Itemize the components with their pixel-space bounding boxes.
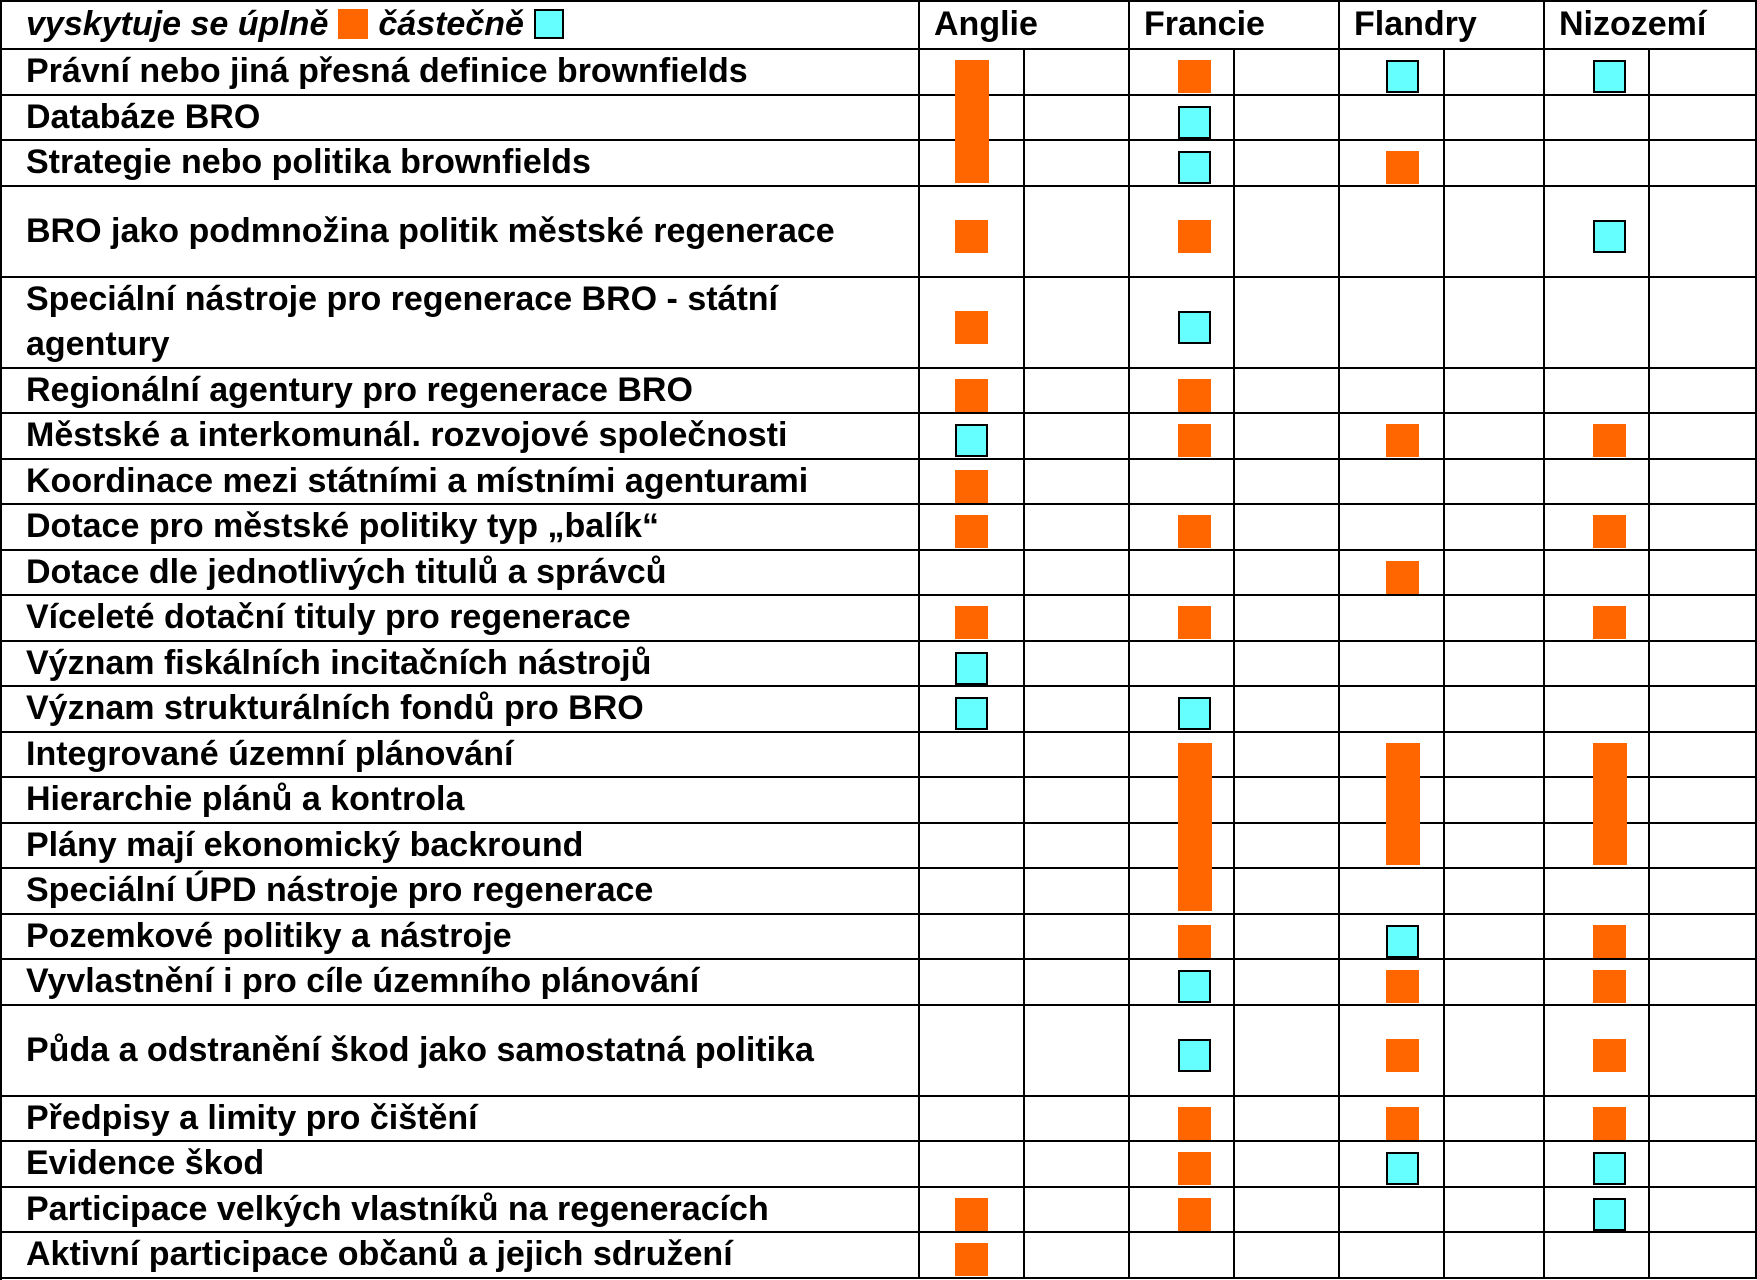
table-cell	[1235, 1188, 1340, 1234]
table-cell	[1025, 915, 1130, 961]
table-cell	[1130, 642, 1235, 688]
row-label-text: Aktivní participace občanů a jejich sdružení	[26, 1235, 733, 1274]
row-label-text: Speciální ÚPD nástroje pro regenerace	[26, 871, 654, 910]
row-label	[0, 460, 920, 506]
row-label-text: Městské a interkomunál. rozvojové společnosti	[26, 416, 788, 455]
table-cell	[1235, 1142, 1340, 1188]
table-cell	[1235, 687, 1340, 733]
partial-mark-icon	[1386, 1152, 1419, 1185]
table-cell	[1545, 869, 1650, 915]
partial-mark-icon	[955, 424, 988, 457]
table-cell	[1650, 642, 1757, 688]
table-cell	[1025, 414, 1130, 460]
full-mark-icon	[1178, 1152, 1211, 1185]
table-cell	[1445, 414, 1545, 460]
table-cell	[1650, 1233, 1757, 1279]
full-mark-icon	[1178, 220, 1211, 253]
row-label-text: Pozemkové politiky a nástroje	[26, 916, 512, 955]
table-cell	[1025, 642, 1130, 688]
row-label-text: BRO jako podmnožina politik městské regenerace	[26, 211, 835, 250]
row-label-text: Význam strukturálních fondů pro BRO	[26, 689, 644, 728]
row-label	[0, 869, 920, 915]
table-cell	[1445, 505, 1545, 551]
full-mark-icon	[1178, 743, 1212, 911]
table-cell	[1545, 460, 1650, 506]
table-cell	[1650, 187, 1757, 278]
table-cell	[1650, 733, 1757, 779]
full-mark-icon	[1178, 606, 1211, 639]
table-cell	[1545, 1233, 1650, 1279]
table-cell	[1025, 278, 1130, 369]
table-cell	[1445, 687, 1545, 733]
legend-cell	[0, 0, 920, 50]
full-mark-icon	[1386, 970, 1419, 1003]
table-cell	[1445, 1142, 1545, 1188]
full-mark-icon	[1178, 1198, 1211, 1231]
row-label	[0, 778, 920, 824]
table-cell	[1445, 96, 1545, 142]
table-cell	[1235, 733, 1340, 779]
row-label-text: Půda a odstranění škod jako samostatná politika	[26, 1030, 814, 1069]
partial-mark-icon	[1593, 220, 1626, 253]
table-cell	[1340, 505, 1445, 551]
table-cell	[1025, 1188, 1130, 1234]
table-cell	[1445, 642, 1545, 688]
partial-mark-icon	[1178, 970, 1211, 1003]
partial-mark-icon	[1386, 925, 1419, 958]
row-label-text: Evidence škod	[26, 1144, 265, 1183]
table-cell	[1445, 1097, 1545, 1143]
full-mark-icon	[1593, 925, 1626, 958]
full-mark-icon	[1386, 743, 1420, 866]
partial-mark-icon	[1178, 311, 1211, 344]
table-cell	[1445, 733, 1545, 779]
table-cell	[920, 778, 1025, 824]
full-mark-icon	[1386, 424, 1419, 457]
table-cell	[1235, 960, 1340, 1006]
table-cell	[1025, 960, 1130, 1006]
table-cell	[1025, 869, 1130, 915]
table-cell	[1545, 278, 1650, 369]
table-top-border	[0, 0, 1757, 2]
row-label-text: Význam fiskálních incitačních nástrojů	[26, 643, 652, 682]
table-cell	[1650, 596, 1757, 642]
row-label-text: Speciální nástroje pro regenerace BRO - státní agentury	[26, 280, 779, 363]
table-cell	[1445, 915, 1545, 961]
table-cell	[1545, 687, 1650, 733]
table-cell	[1025, 1142, 1130, 1188]
row-label-text: Dotace pro městské politiky typ „balík“	[26, 507, 659, 546]
table-cell	[1235, 460, 1340, 506]
row-label	[0, 596, 920, 642]
table-cell	[1235, 187, 1340, 278]
partial-mark-icon	[1178, 1039, 1211, 1072]
table-cell	[1545, 551, 1650, 597]
row-label-text: Dotace dle jednotlivých titulů a správců	[26, 552, 667, 591]
table-cell	[1445, 551, 1545, 597]
table-cell	[1650, 1097, 1757, 1143]
table-cell	[1340, 1233, 1445, 1279]
table-cell	[1025, 1006, 1130, 1097]
table-cell	[920, 1142, 1025, 1188]
legend-label: částečně	[378, 4, 524, 43]
full-mark-icon	[955, 379, 988, 412]
table-cell	[1340, 187, 1445, 278]
full-mark-icon	[1593, 606, 1626, 639]
partial-swatch-icon	[534, 9, 564, 39]
full-mark-icon	[1386, 561, 1419, 594]
full-mark-icon	[1178, 424, 1211, 457]
full-mark-icon	[1593, 1107, 1626, 1140]
full-mark-icon	[955, 220, 988, 253]
partial-mark-icon	[1593, 1152, 1626, 1185]
partial-mark-icon	[1386, 60, 1419, 93]
table-cell	[1340, 1188, 1445, 1234]
legend-text: vyskytuje se úplně	[26, 4, 329, 43]
table-cell	[1235, 824, 1340, 870]
row-label-text: Participace velkých vlastníků na regeneracích	[26, 1189, 769, 1228]
table-cell	[1650, 824, 1757, 870]
table-cell	[1445, 278, 1545, 369]
table-cell	[1340, 687, 1445, 733]
table-cell	[1650, 960, 1757, 1006]
row-label	[0, 915, 920, 961]
table-cell	[1235, 915, 1340, 961]
partial-mark-icon	[1593, 60, 1626, 93]
table-cell	[1650, 460, 1757, 506]
row-label	[0, 505, 920, 551]
table-cell	[1025, 50, 1130, 96]
table-cell	[1445, 824, 1545, 870]
table-cell	[1545, 369, 1650, 415]
table-cell	[920, 869, 1025, 915]
row-label	[0, 1233, 920, 1279]
row-label	[0, 96, 920, 142]
table-cell	[1235, 96, 1340, 142]
row-label-text: Integrované územní plánování	[26, 734, 514, 773]
row-label	[0, 1006, 920, 1097]
table-cell	[1650, 915, 1757, 961]
row-label-text: Víceleté dotační tituly pro regenerace	[26, 598, 631, 637]
table-cell	[1650, 1006, 1757, 1097]
table-cell	[1025, 187, 1130, 278]
table-cell	[1545, 642, 1650, 688]
row-label-text: Koordinace mezi státními a místními agenturami	[26, 461, 809, 500]
row-label	[0, 824, 920, 870]
full-mark-icon	[955, 1243, 988, 1276]
table-cell	[1650, 414, 1757, 460]
table-cell	[1130, 551, 1235, 597]
table-cell	[1545, 96, 1650, 142]
table-cell	[1445, 869, 1545, 915]
table-cell	[1235, 1006, 1340, 1097]
table-cell	[1025, 551, 1130, 597]
table-cell	[1025, 778, 1130, 824]
table-cell	[1445, 960, 1545, 1006]
table-cell	[1235, 869, 1340, 915]
table-cell	[1340, 369, 1445, 415]
row-label-text: Regionální agentury pro regenerace BRO	[26, 370, 693, 409]
row-label	[0, 278, 920, 369]
table-cell	[1340, 642, 1445, 688]
table-cell	[1025, 141, 1130, 187]
row-label	[0, 960, 920, 1006]
row-label	[0, 1097, 920, 1143]
table-cell	[1445, 778, 1545, 824]
table-cell	[920, 1006, 1025, 1097]
row-label	[0, 551, 920, 597]
table-cell	[1650, 505, 1757, 551]
full-mark-icon	[955, 470, 988, 503]
partial-mark-icon	[955, 652, 988, 685]
row-label	[0, 369, 920, 415]
table-cell	[1235, 1233, 1340, 1279]
table-cell	[1650, 869, 1757, 915]
column-header-anglie: Anglie	[920, 0, 1130, 50]
full-mark-icon	[1386, 151, 1419, 184]
row-label	[0, 642, 920, 688]
row-label-text: Plány mají ekonomický backround	[26, 825, 584, 864]
table-cell	[1025, 460, 1130, 506]
partial-mark-icon	[1178, 151, 1211, 184]
table-cell	[1445, 460, 1545, 506]
table-cell	[1025, 96, 1130, 142]
full-mark-icon	[1593, 1039, 1626, 1072]
table-cell	[1235, 505, 1340, 551]
table-cell	[1235, 551, 1340, 597]
table-cell	[1025, 687, 1130, 733]
row-label-text: Strategie nebo politika brownfields	[26, 143, 591, 182]
table-cell	[1235, 141, 1340, 187]
table-cell	[1445, 369, 1545, 415]
row-label-text: Předpisy a limity pro čištění	[26, 1098, 478, 1137]
full-swatch-icon	[338, 9, 368, 39]
table-cell	[1340, 460, 1445, 506]
full-mark-icon	[1178, 515, 1211, 548]
full-mark-icon	[955, 1198, 988, 1231]
partial-mark-icon	[1178, 697, 1211, 730]
table-cell	[920, 824, 1025, 870]
full-mark-icon	[955, 311, 988, 344]
table-cell	[1650, 1142, 1757, 1188]
table-cell	[1445, 141, 1545, 187]
table-cell	[1025, 1097, 1130, 1143]
table-cell	[1650, 278, 1757, 369]
full-mark-icon	[955, 60, 989, 183]
row-label-text: Databáze BRO	[26, 97, 261, 136]
row-label	[0, 1142, 920, 1188]
table-cell	[1235, 50, 1340, 96]
full-mark-icon	[1593, 424, 1626, 457]
full-mark-icon	[1178, 379, 1211, 412]
table-cell	[1025, 369, 1130, 415]
table-cell	[1650, 50, 1757, 96]
column-header-nizozemí: Nizozemí	[1545, 0, 1757, 50]
table-cell	[1445, 1188, 1545, 1234]
row-label-text: Hierarchie plánů a kontrola	[26, 780, 465, 819]
table-cell	[1235, 1097, 1340, 1143]
full-mark-icon	[1178, 60, 1211, 93]
row-label	[0, 187, 920, 278]
table-cell	[1445, 1233, 1545, 1279]
table-cell	[1130, 1233, 1235, 1279]
column-header-francie: Francie	[1130, 0, 1340, 50]
table-cell	[1025, 596, 1130, 642]
table-cell	[1235, 369, 1340, 415]
table-cell	[1340, 869, 1445, 915]
table-cell	[1445, 50, 1545, 96]
full-mark-icon	[1178, 1107, 1211, 1140]
table-cell	[1650, 96, 1757, 142]
table-cell	[920, 960, 1025, 1006]
row-label	[0, 141, 920, 187]
table-cell	[920, 1097, 1025, 1143]
table-cell	[1130, 460, 1235, 506]
table-cell	[1235, 778, 1340, 824]
table-cell	[1235, 278, 1340, 369]
table-cell	[1340, 596, 1445, 642]
full-mark-icon	[1178, 925, 1211, 958]
partial-mark-icon	[1593, 1198, 1626, 1231]
table-cell	[1650, 687, 1757, 733]
table-cell	[1445, 187, 1545, 278]
row-label-text: Vyvlastnění i pro cíle územního plánování	[26, 962, 700, 1001]
row-label	[0, 687, 920, 733]
full-mark-icon	[1386, 1107, 1419, 1140]
table-cell	[1235, 642, 1340, 688]
table-cell	[1545, 141, 1650, 187]
row-label-text: Právní nebo jiná přesná definice brownfields	[26, 52, 748, 91]
table-cell	[920, 915, 1025, 961]
full-mark-icon	[1593, 970, 1626, 1003]
table-cell	[1650, 778, 1757, 824]
full-mark-icon	[955, 606, 988, 639]
full-mark-icon	[1593, 515, 1626, 548]
row-label	[0, 414, 920, 460]
table-cell	[1025, 505, 1130, 551]
row-label	[0, 733, 920, 779]
table-cell	[1235, 596, 1340, 642]
table-cell	[1650, 369, 1757, 415]
partial-mark-icon	[1178, 106, 1211, 139]
table-cell	[1235, 414, 1340, 460]
table-cell	[1650, 551, 1757, 597]
full-mark-icon	[1386, 1039, 1419, 1072]
table-cell	[920, 551, 1025, 597]
full-mark-icon	[1593, 743, 1627, 866]
table-cell	[1445, 596, 1545, 642]
table-cell	[1445, 1006, 1545, 1097]
row-label	[0, 50, 920, 96]
row-label	[0, 1188, 920, 1234]
partial-mark-icon	[955, 697, 988, 730]
full-mark-icon	[955, 515, 988, 548]
table-cell	[1025, 824, 1130, 870]
table-cell	[1025, 1233, 1130, 1279]
table-cell	[1650, 1188, 1757, 1234]
table-cell	[1650, 141, 1757, 187]
column-header-flandry: Flandry	[1340, 0, 1545, 50]
table-left-border	[0, 0, 2, 1280]
table-cell	[1025, 733, 1130, 779]
table-cell	[1340, 96, 1445, 142]
table-cell	[920, 733, 1025, 779]
table-cell	[1340, 278, 1445, 369]
